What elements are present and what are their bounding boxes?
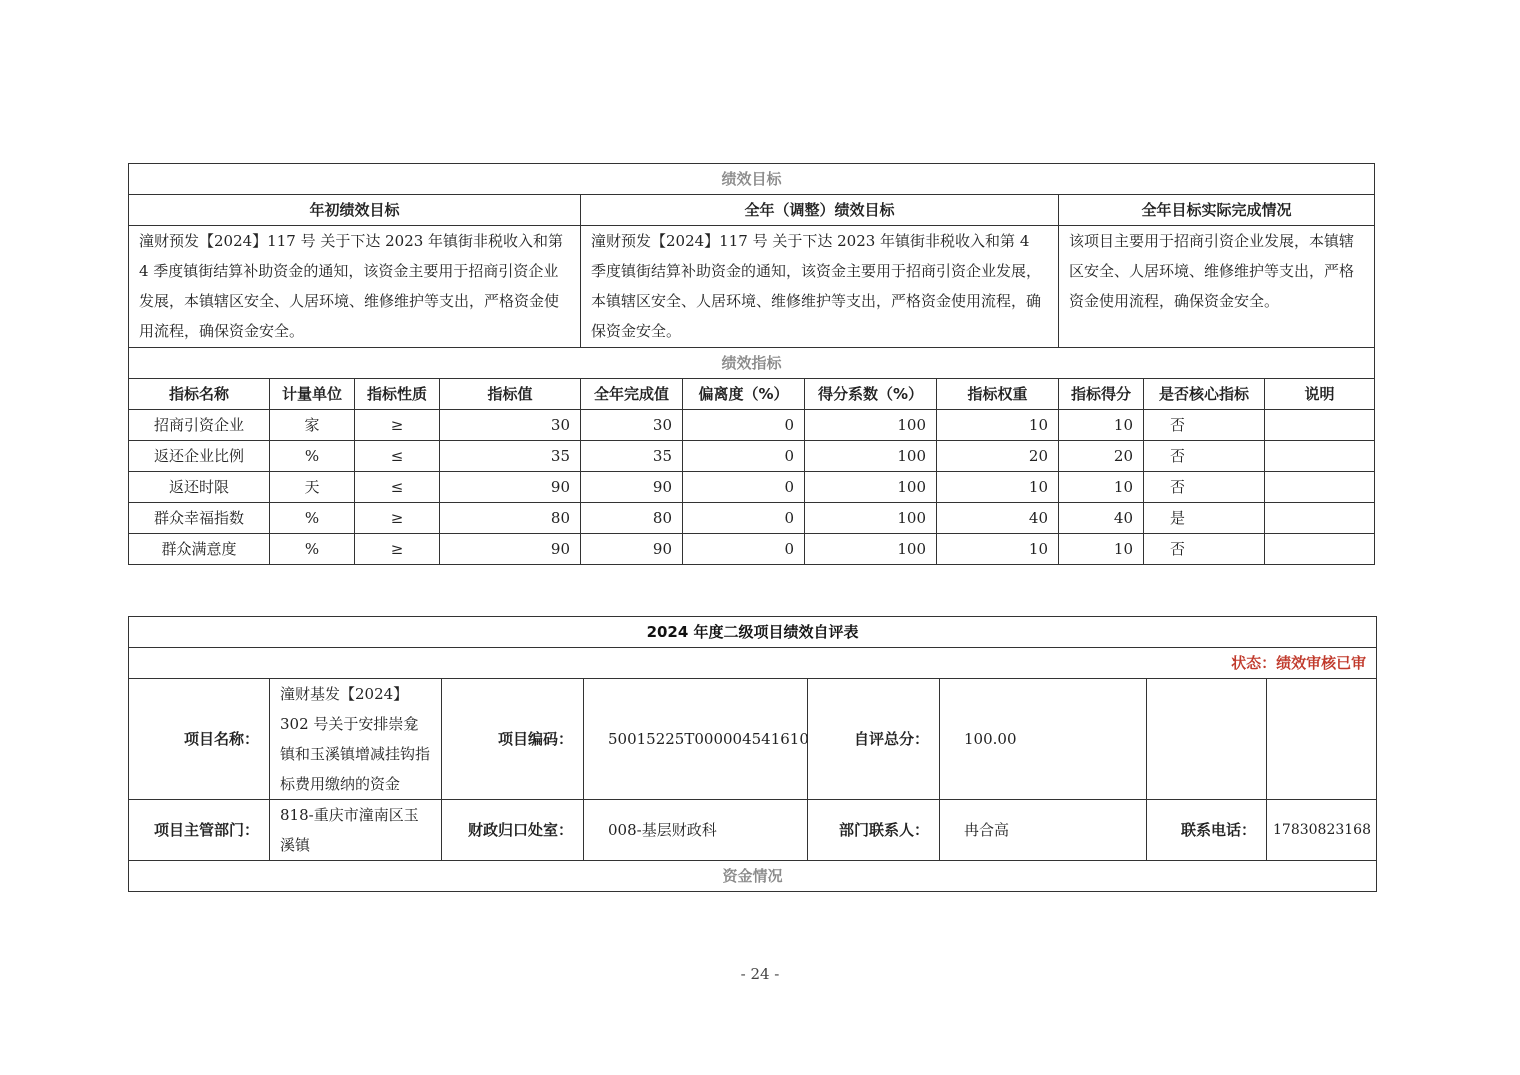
indicator-unit: 家 — [270, 410, 355, 441]
indicator-core: 否 — [1144, 472, 1265, 503]
self-score-value: 100.00 — [940, 679, 1147, 800]
indicators-section-title: 绩效指标 — [129, 348, 1375, 379]
indicator-nature: ≥ — [355, 410, 440, 441]
indicator-note — [1265, 410, 1375, 441]
indicator-value: 30 — [440, 410, 581, 441]
project-code-value: 50015225T000004541610 — [584, 679, 808, 800]
indicator-completed: 35 — [581, 441, 683, 472]
indicator-unit: % — [270, 503, 355, 534]
evaluation-table-title: 2024 年度二级项目绩效自评表 — [129, 617, 1377, 648]
status-badge: 状态：绩效审核已审 — [129, 648, 1377, 679]
indicator-deviation: 0 — [683, 441, 805, 472]
col-header-nature: 指标性质 — [355, 379, 440, 410]
indicator-completed: 90 — [581, 472, 683, 503]
indicator-nature: ≤ — [355, 441, 440, 472]
empty-cell — [1147, 679, 1267, 800]
project-self-evaluation-table — [128, 616, 1377, 892]
indicator-deviation: 0 — [683, 503, 805, 534]
col-header-value: 指标值 — [440, 379, 581, 410]
indicator-header-row — [129, 379, 1375, 410]
indicator-value: 80 — [440, 503, 581, 534]
indicator-completed: 30 — [581, 410, 683, 441]
indicator-completed: 80 — [581, 503, 683, 534]
indicator-unit: 天 — [270, 472, 355, 503]
indicator-name: 招商引资企业 — [129, 410, 270, 441]
indicator-note — [1265, 472, 1375, 503]
indicator-deviation: 0 — [683, 534, 805, 565]
contact-value: 冉合高 — [940, 800, 1147, 861]
finance-office-label: 财政归口处室： — [442, 800, 584, 861]
performance-goals-table — [128, 163, 1375, 565]
indicator-core: 否 — [1144, 441, 1265, 472]
self-score-label: 自评总分： — [808, 679, 940, 800]
indicator-value: 35 — [440, 441, 581, 472]
indicator-weight: 10 — [937, 534, 1059, 565]
table-row — [129, 472, 1375, 503]
project-name-label: 项目名称： — [129, 679, 270, 800]
goals-section-title: 绩效目标 — [129, 164, 1375, 195]
dept-label: 项目主管部门： — [129, 800, 270, 861]
indicator-nature: ≤ — [355, 472, 440, 503]
table-row — [129, 534, 1375, 565]
indicator-weight: 20 — [937, 441, 1059, 472]
indicator-score: 10 — [1059, 472, 1144, 503]
funds-section-title: 资金情况 — [129, 861, 1377, 892]
indicator-coef: 100 — [805, 410, 937, 441]
table-row — [129, 503, 1375, 534]
col-header-weight: 指标权重 — [937, 379, 1059, 410]
col-header-core: 是否核心指标 — [1144, 379, 1265, 410]
indicator-unit: % — [270, 534, 355, 565]
indicator-coef: 100 — [805, 534, 937, 565]
col-header-note: 说明 — [1265, 379, 1375, 410]
phone-value: 17830823168 — [1267, 800, 1377, 861]
indicator-completed: 90 — [581, 534, 683, 565]
indicator-score: 20 — [1059, 441, 1144, 472]
adjusted-goal-text: 潼财预发【2024】117 号 关于下达 2023 年镇街非税收入和第 4 季度镇街结算补助资金的通知，该资金主要用于招商引资企业发展，本镇辖区安全、人居环境、维修维护等支出，严格资金使用流程，确保资金安全。 — [581, 226, 1059, 348]
phone-label: 联系电话： — [1147, 800, 1267, 861]
col-header-coef: 得分系数（%） — [805, 379, 937, 410]
indicator-nature: ≥ — [355, 534, 440, 565]
actual-completion-text: 该项目主要用于招商引资企业发展，本镇辖区安全、人居环境、维修维护等支出，严格资金使用流程，确保资金安全。 — [1059, 226, 1375, 348]
empty-cell — [1267, 679, 1377, 800]
col-header-deviation: 偏离度（%） — [683, 379, 805, 410]
dept-value: 818-重庆市潼南区玉溪镇 — [270, 800, 442, 861]
indicator-weight: 40 — [937, 503, 1059, 534]
indicator-value: 90 — [440, 472, 581, 503]
adjusted-goal-header: 全年（调整）绩效目标 — [581, 195, 1059, 226]
col-header-completed: 全年完成值 — [581, 379, 683, 410]
indicator-nature: ≥ — [355, 503, 440, 534]
indicator-deviation: 0 — [683, 472, 805, 503]
indicator-name: 返还企业比例 — [129, 441, 270, 472]
indicator-core: 否 — [1144, 534, 1265, 565]
table-row — [129, 441, 1375, 472]
page-number: - 24 - — [740, 965, 780, 983]
indicator-score: 40 — [1059, 503, 1144, 534]
indicator-coef: 100 — [805, 472, 937, 503]
indicator-score: 10 — [1059, 534, 1144, 565]
indicator-core: 否 — [1144, 410, 1265, 441]
indicator-value: 90 — [440, 534, 581, 565]
finance-office-value: 008-基层财政科 — [584, 800, 808, 861]
indicator-note — [1265, 503, 1375, 534]
col-header-score: 指标得分 — [1059, 379, 1144, 410]
indicator-note — [1265, 441, 1375, 472]
indicator-weight: 10 — [937, 472, 1059, 503]
project-code-label: 项目编码： — [442, 679, 584, 800]
indicator-name: 群众幸福指数 — [129, 503, 270, 534]
contact-label: 部门联系人： — [808, 800, 940, 861]
indicator-coef: 100 — [805, 441, 937, 472]
table-row — [129, 410, 1375, 441]
indicator-unit: % — [270, 441, 355, 472]
indicator-coef: 100 — [805, 503, 937, 534]
indicator-weight: 10 — [937, 410, 1059, 441]
initial-goal-header: 年初绩效目标 — [129, 195, 581, 226]
indicator-deviation: 0 — [683, 410, 805, 441]
actual-completion-header: 全年目标实际完成情况 — [1059, 195, 1375, 226]
indicator-core: 是 — [1144, 503, 1265, 534]
indicator-name: 返还时限 — [129, 472, 270, 503]
initial-goal-text: 潼财预发【2024】117 号 关于下达 2023 年镇街非税收入和第 4 季度镇街结算补助资金的通知，该资金主要用于招商引资企业发展，本镇辖区安全、人居环境、维修维护等支出，严格资金使用流程，确保资金安全。 — [129, 226, 581, 348]
indicator-name: 群众满意度 — [129, 534, 270, 565]
indicator-note — [1265, 534, 1375, 565]
col-header-unit: 计量单位 — [270, 379, 355, 410]
project-name-value: 潼财基发【2024】302 号关于安排崇龛镇和玉溪镇增减挂钩指标费用缴纳的资金 — [270, 679, 442, 800]
col-header-name: 指标名称 — [129, 379, 270, 410]
indicator-score: 10 — [1059, 410, 1144, 441]
